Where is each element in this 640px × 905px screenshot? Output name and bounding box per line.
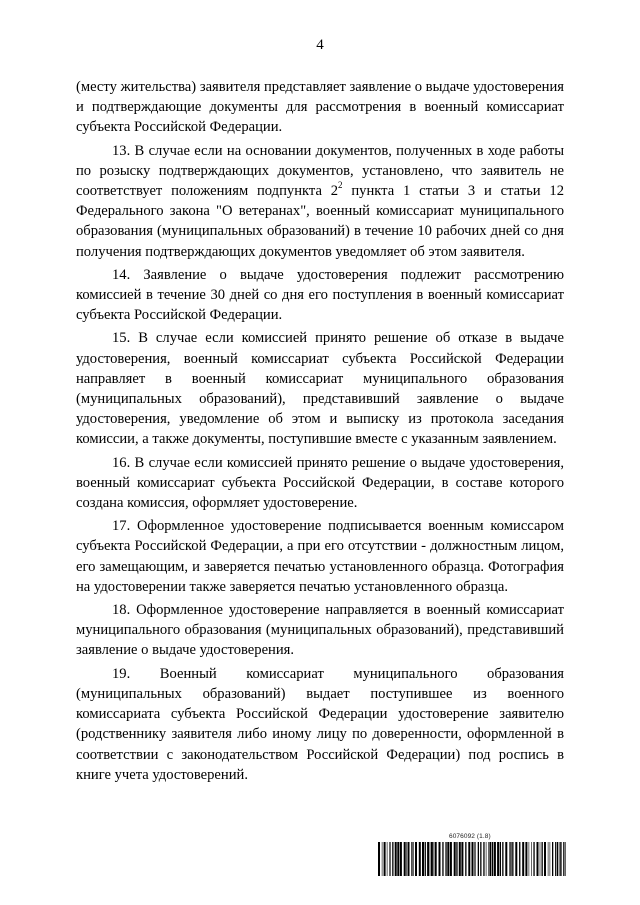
paragraph-16: 16. В случае если комиссией принято решение о выдаче удостоверения, военный комиссариат субъекта Российской Федерации, в составе которого создана комиссия, оформляет удостоверение. xyxy=(76,454,564,512)
document-body xyxy=(76,77,564,785)
paragraph-15: 15. В случае если комиссией принято решение об отказе в выдаче удостоверения, военный комиссариат субъекта Российской Федерации направляет в военный комиссариат муниципального образования (муниципальных образований), представивший заявление о выдаче удостоверения, уведомление об этом и выписку из протокола заседания комиссии, а также документы, поступившие вместе с указанным заявлением. xyxy=(76,330,564,448)
barcode-label: 6076092 (1.8) xyxy=(449,833,491,840)
paragraph-13 xyxy=(76,141,564,262)
paragraph-intro: (месту жительства) заявителя представляет заявление о выдаче удостоверения и подтверждающие документы для рассмотрения в военный комиссариат субъекта Российской Федерации. xyxy=(76,79,564,136)
barcode xyxy=(378,842,568,876)
paragraph-13-superscript: 2 xyxy=(338,180,343,191)
paragraph-13-text-before: 13. В случае если на основании документов, полученных в ходе работы по розыску подтверждающих документов, установлено, что заявитель не соответствует положениям подпункта 2 xyxy=(76,142,564,200)
paragraph-13-text-after: пункта 1 статьи 3 и статьи 12 Федерального закона "О ветеранах", военный комиссариат муниципального образования (муниципальных образований) в течение 10 рабочих дней со дня получения подтверждающих документов уведомляет об этом заявителя. xyxy=(76,183,564,260)
paragraph-17: 17. Оформленное удостоверение подписывается военным комиссаром субъекта Российской Федерации, а при его отсутствии - должностным лицом, его замещающим, и заверяется печатью установленного образца. Фотография на удостоверении также заверяется печатью установленного образца. xyxy=(76,518,564,595)
page-number: 4 xyxy=(316,37,324,53)
paragraph-18: 18. Оформленное удостоверение направляется в военный комиссариат муниципального образования (муниципальных образований), представивший заявление о выдаче удостоверения. xyxy=(76,602,564,659)
paragraph-19: 19. Военный комиссариат муниципального образования (муниципальных образований) выдает поступившее из военного комиссариата субъекта Российской Федерации удостоверение заявителю (родственнику заявителя либо иному лицу по доверенности, оформленной в соответствии с законодательством Российской Федерации) под роспись в книге учета удостоверений. xyxy=(76,665,564,783)
paragraph-14: 14. Заявление о выдаче удостоверения подлежит рассмотрению комиссией в течение 30 дней со дня его поступления в военный комиссариат субъекта Российской Федерации. xyxy=(76,266,564,324)
